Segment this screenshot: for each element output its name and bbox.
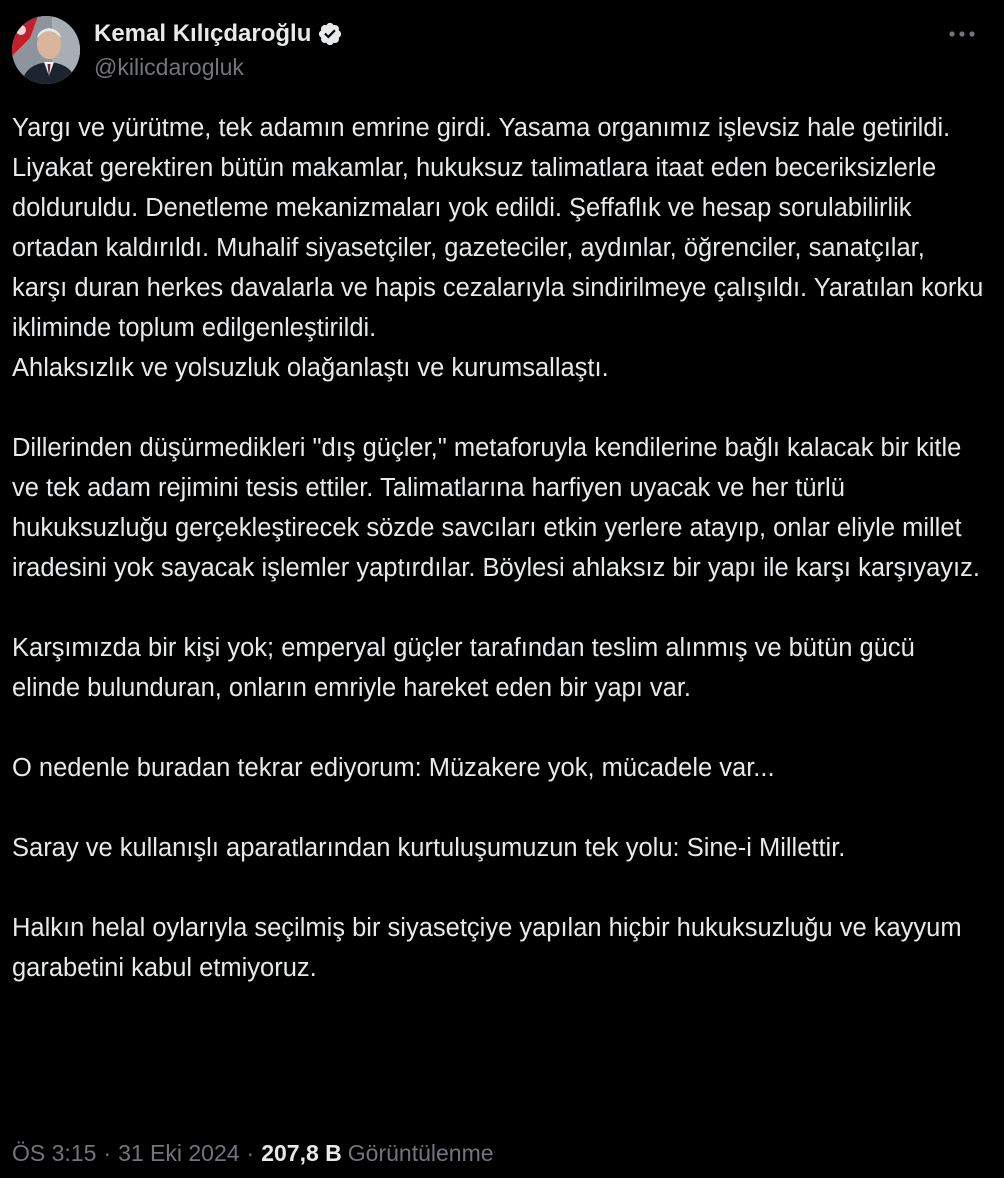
more-options-button[interactable]: [942, 20, 982, 48]
tweet-paragraph: Yargı ve yürütme, tek adamın emrine girdi. Yasama organımız işlevsiz hale getirildi. Liyakat gerektiren bütün makamlar, hukuksuz talimatlara itaat eden beceriksizlerle dolduruldu. Denetleme mekanizmaları yok edildi. Şeffaflık ve hesap sorulabilirlik ortadan kaldırıldı. Muhalif siyasetçiler, gazeteciler, aydınlar, öğrenciler, sanatçılar, karşı duran herkes davalarla ve hapis cezalarıyla sindirilmeye çalışıldı. Yaratılan korku ikliminde toplum edilgenleştirildi. Ahlaksızlık ve yolsuzluk olağanlaştı ve kurumsallaştı.: [12, 114, 984, 382]
tweet-paragraph: Halkın helal oylarıyla seçilmiş bir siyasetçiye yapılan hiçbir hukuksuzluğu ve kayyum garabetini kabul etmiyoruz.: [12, 914, 962, 982]
tweet-time[interactable]: ÖS 3:15: [12, 1139, 97, 1166]
author-name-row: [94, 18, 343, 50]
author-display-name[interactable]: Kemal Kılıçdaroğlu: [94, 20, 312, 47]
verified-badge-icon: [317, 21, 343, 47]
tweet-paragraph: Saray ve kullanışlı aparatlarından kurtuluşumuzun tek yolu: Sine-i Millettir.: [12, 834, 846, 862]
tweet-text: [12, 108, 987, 988]
avatar[interactable]: [12, 16, 80, 84]
tweet-paragraph: Dillerinden düşürmedikleri "dış güçler," metaforuyla kendilerine bağlı kalacak bir kitle ve tek adam rejimini tesis ettiler. Talimatlarına harfiyen uyacak ve her türlü hukuksuzluğu gerçekleştirecek sözde savcıları etkin yerlere atayıp, onlar eliyle millet iradesini yok sayacak işlemler yaptırdılar. Böylesi ahlaksız bir yapı ile karşı karşıyayız.: [12, 434, 980, 582]
views-count[interactable]: 207,8 B: [261, 1139, 342, 1166]
views-label[interactable]: Görüntülenme: [347, 1139, 494, 1166]
tweet-meta: [12, 1136, 494, 1170]
author-handle[interactable]: @kilicdarogluk: [94, 54, 244, 80]
more-options-icon: [948, 30, 976, 38]
meta-separator: ·: [103, 1139, 112, 1166]
avatar-image: [12, 16, 80, 84]
tweet-date[interactable]: 31 Eki 2024: [118, 1139, 240, 1166]
meta-separator: ·: [246, 1139, 255, 1166]
tweet-header: [12, 16, 992, 84]
tweet-paragraph: O nedenle buradan tekrar ediyorum: Müzakere yok, mücadele var...: [12, 754, 775, 782]
tweet-paragraph: Karşımızda bir kişi yok; emperyal güçler tarafından teslim alınmış ve bütün gücü elinde bulunduran, onların emriyle hareket eden bir yapı var.: [12, 634, 915, 702]
